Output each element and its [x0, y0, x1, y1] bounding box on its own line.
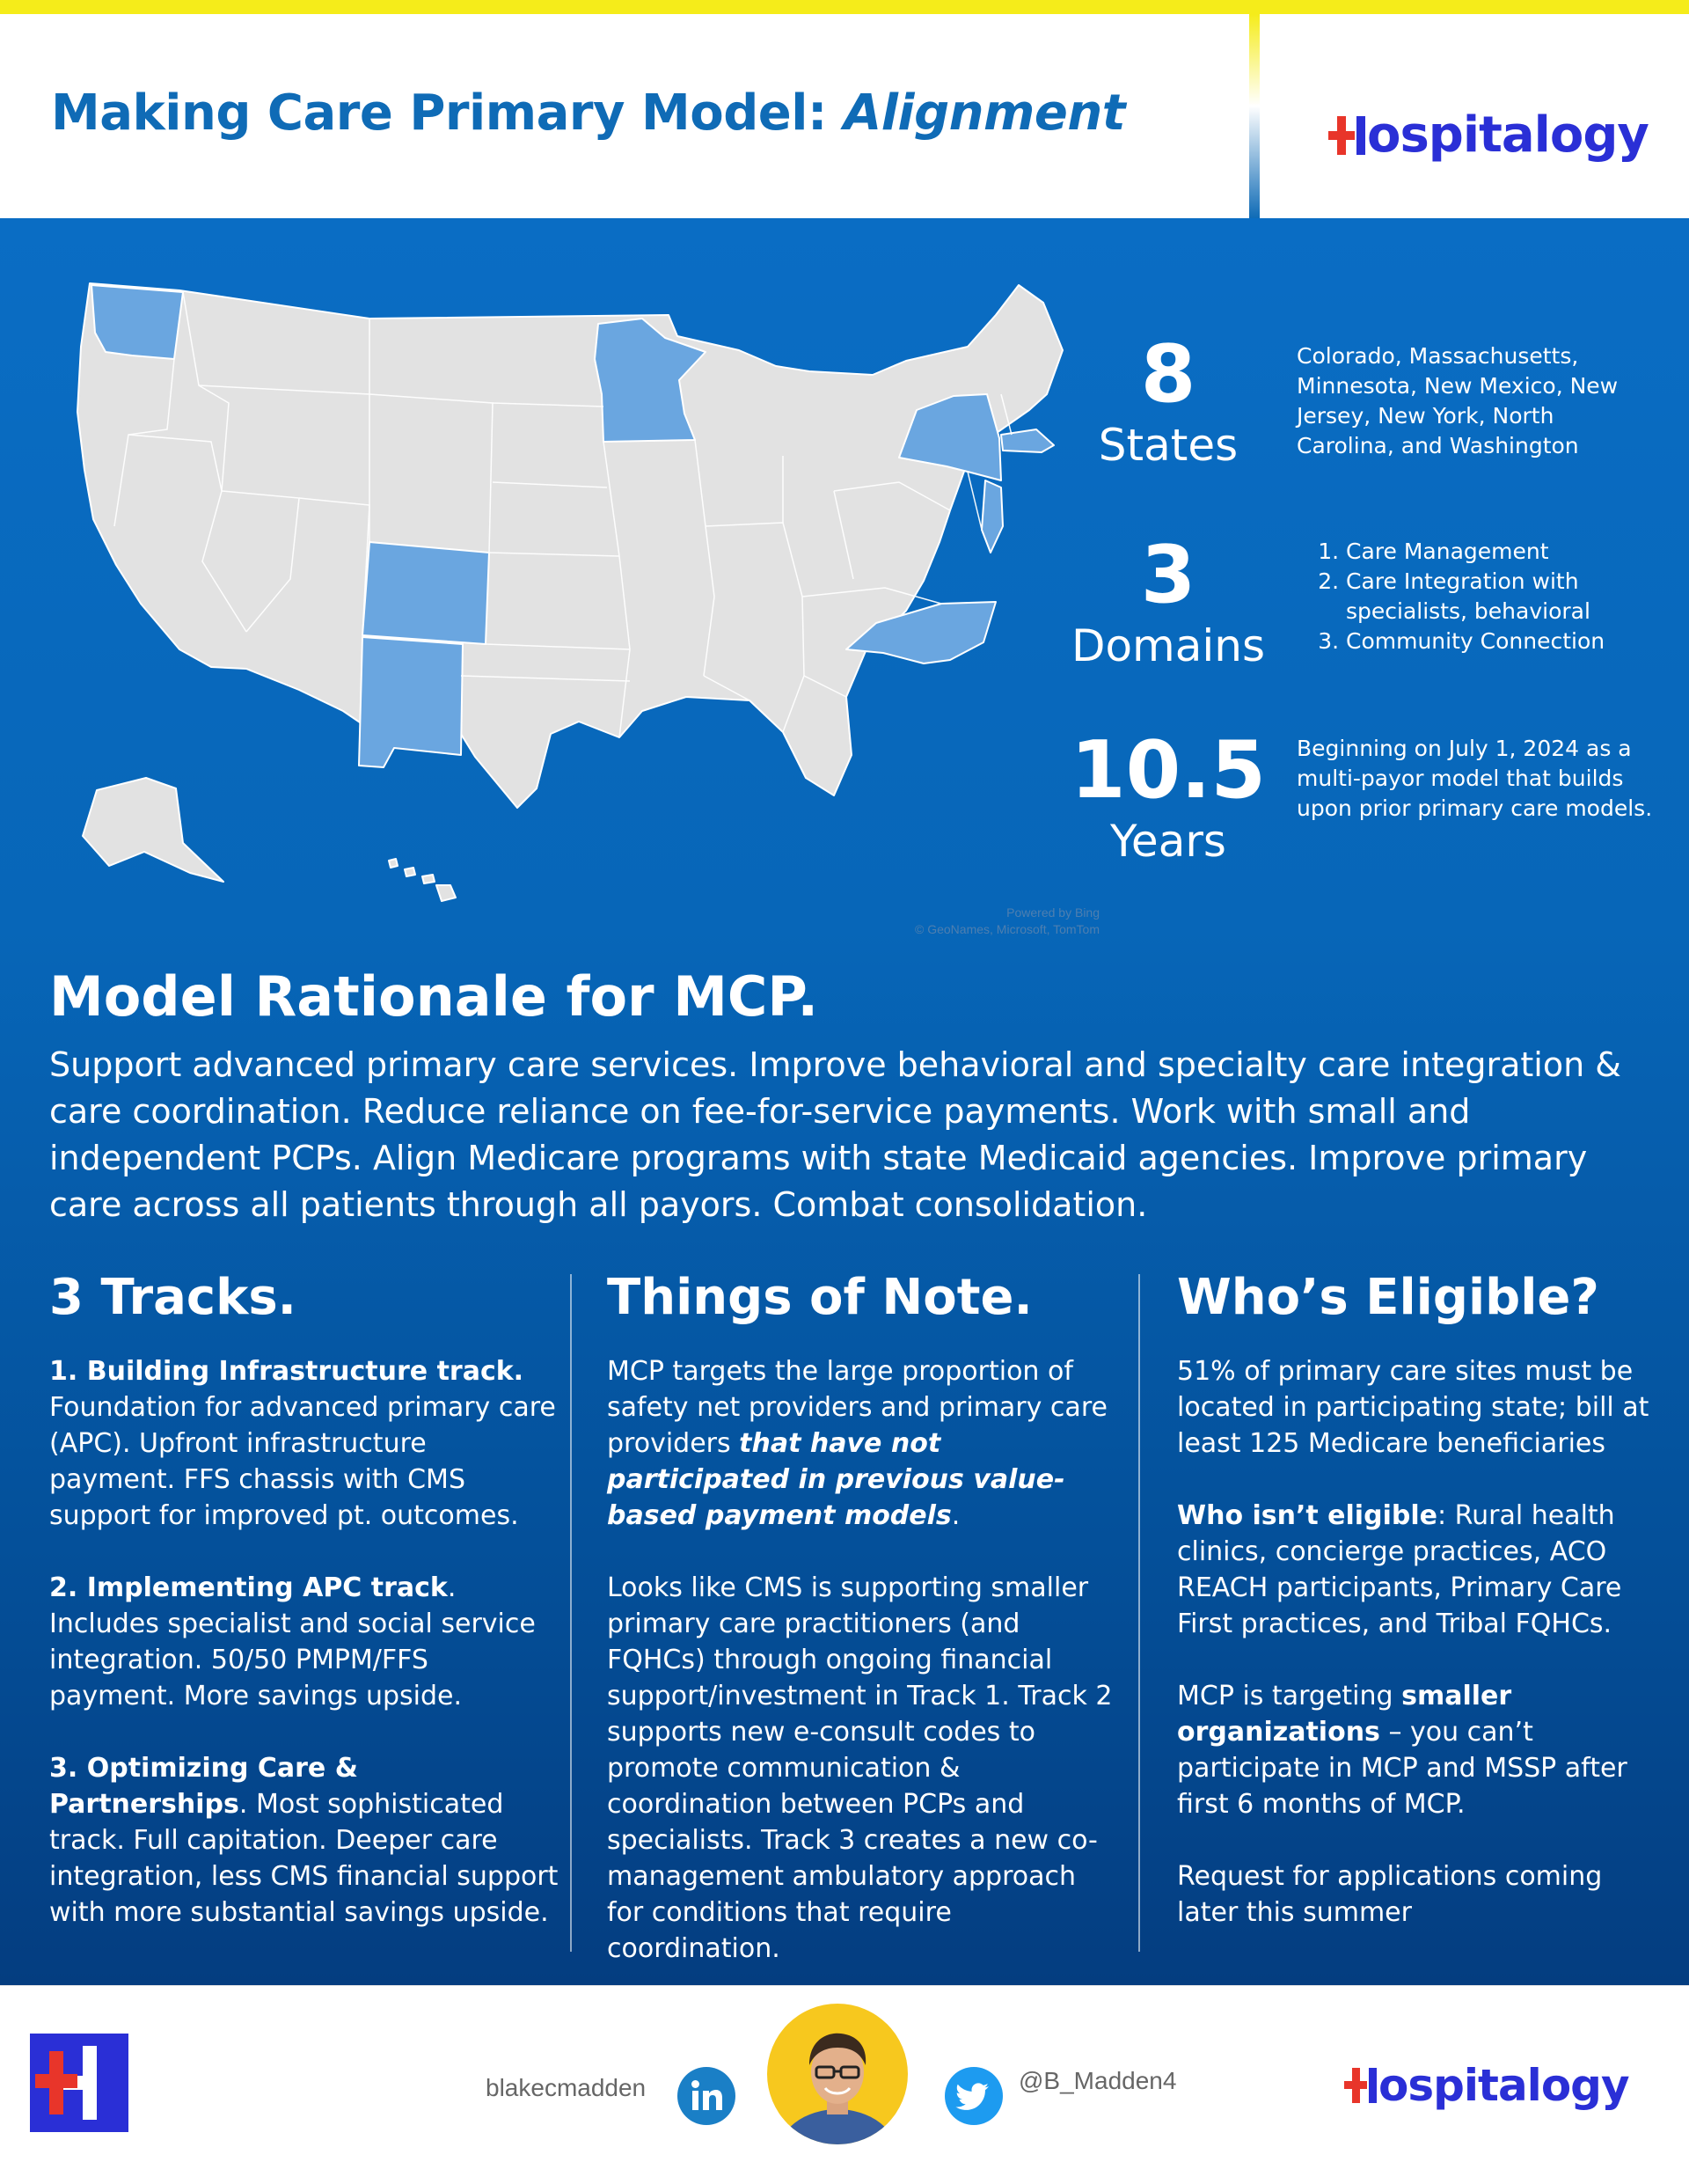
stat-years-description: Beginning on July 1, 2024 as a multi-payor model that builds upon prior primary care models. [1297, 736, 1653, 821]
header [0, 14, 1689, 218]
track-3-title: 3. Optimizing Care & Partnerships [49, 1753, 358, 1820]
red-cross-icon [1328, 116, 1355, 155]
eligibility-requirement: 51% of primary care sites must be located in participating state; bill at least 125 Medicare beneficiaries [1177, 1356, 1649, 1459]
rationale-title: Model Rationale for MCP. [49, 964, 819, 1029]
header-divider [1249, 14, 1260, 218]
tracks-column [49, 1267, 559, 1967]
map-credit [809, 905, 1100, 938]
page-title [51, 84, 1125, 142]
hospitalogy-logo[interactable] [1328, 106, 1649, 164]
stat-domains [1063, 531, 1274, 672]
map-state-new-mexico [359, 637, 463, 767]
linkedin-icon[interactable] [677, 2067, 735, 2125]
target-note [1177, 1678, 1661, 1822]
stat-states-description: Colorado, Massachusetts, Minnesota, New Mexico, New Jersey, New York, North Carolina, and Washington [1297, 343, 1619, 458]
stat-domains-label: Domains [1071, 620, 1266, 671]
stat-states-label: States [1098, 420, 1239, 471]
track-1 [49, 1353, 559, 1534]
note-1-emphasis: that have not participated in previous value-based payment models [607, 1428, 1065, 1531]
map-state-hawaii [389, 859, 456, 901]
stat-states [1063, 328, 1274, 472]
eligibility-title: Who’s Eligible? [1177, 1269, 1599, 1326]
tracks-title: 3 Tracks. [49, 1269, 296, 1326]
map-state-colorado [362, 542, 489, 644]
logo-h-bar [1369, 2068, 1377, 2103]
logo-h-bar [1356, 116, 1365, 155]
target-note-bold: smaller organizations [1177, 1681, 1512, 1748]
rationale-body: Support advanced primary care services. Improve behavioral and specialty care integration & care coordination. Reduce reliance on fee-for-service payments. Work with small and independent PCPs. Align Medicare programs with state Medicaid agencies. Improve primary care across all patients through all payors. Combat consolidation. [49, 1045, 1621, 1224]
eligibility-column [1177, 1267, 1661, 1967]
domain-item: 2. Care Integration with specialists, behavioral [1346, 567, 1657, 627]
hospitalogy-h-badge-icon[interactable] [30, 2034, 128, 2132]
ineligible-heading: Who isn’t eligible [1177, 1500, 1437, 1531]
main-panel [0, 218, 1689, 1985]
twitter-icon[interactable] [945, 2067, 1003, 2125]
map-credit-line-1: Powered by Bing [1006, 905, 1100, 920]
map-credit-line-2: © GeoNames, Microsoft, TomTom [915, 922, 1100, 936]
map-state-washington [91, 285, 183, 359]
column-divider [1138, 1274, 1140, 1952]
linkedin-handle[interactable]: blakecmadden [486, 2074, 647, 2101]
top-accent-bar [0, 0, 1689, 14]
stat-domains-number: 3 [1140, 529, 1196, 621]
track-2-title: 2. Implementing APC track [49, 1572, 448, 1603]
page-title-italic: Alignment [843, 84, 1126, 142]
stat-domains-list [1297, 537, 1657, 656]
ineligible-text: : Rural health clinics, concierge practices, ACO REACH participants, Primary Care First practices, and Tribal FQHCs. [1177, 1500, 1622, 1639]
footer-logo-text: ospitalogy [1378, 2060, 1629, 2111]
note-2: Looks like CMS is supporting smaller primary care practitioners (and FQHCs) through ongoing financial support/investment in Track 1. Track 2 supports new e-consult codes to promote communication & coordination between PCPs and specialists. Track 3 creates a new co-management ambulatory approach for conditions that require coordination. [607, 1572, 1113, 1964]
domain-item: 1. Care Management [1346, 537, 1657, 567]
map-state-massachusetts [1001, 429, 1054, 452]
map-state-new-jersey [982, 480, 1003, 553]
domain-item: 3. Community Connection [1346, 627, 1657, 656]
notes-column [607, 1267, 1117, 2003]
note-1-text: MCP targets the large proportion of safety net providers and primary care providers [607, 1356, 1108, 1459]
applications-note: Request for applications coming later this summer [1177, 1861, 1603, 1928]
column-divider [570, 1274, 572, 1952]
ineligible-list [1177, 1498, 1661, 1642]
us-map [35, 262, 1117, 949]
red-cross-icon [1344, 2068, 1367, 2103]
stat-years-label: Years [1110, 816, 1226, 867]
twitter-handle[interactable]: @B_Madden4 [1019, 2067, 1177, 2094]
avatar[interactable] [767, 2004, 908, 2144]
track-1-text: Foundation for advanced primary care (APC). Upfront infrastructure payment. FFS chassis with CMS support for improved pt. outcomes. [49, 1392, 556, 1531]
track-2-text: . Includes specialist and social service integration. 50/50 PMPM/FFS payment. More savings upside. [49, 1572, 536, 1711]
footer [0, 1985, 1689, 2184]
target-note-end: – you can’t participate in MCP and MSSP after first 6 months of MCP. [1177, 1717, 1627, 1820]
hospitalogy-logo-footer[interactable] [1344, 2060, 1629, 2111]
stat-years [1063, 724, 1274, 868]
track-3 [49, 1750, 559, 1931]
note-1-end: . [951, 1500, 961, 1531]
track-2 [49, 1570, 559, 1714]
logo-text: ospitalogy [1367, 106, 1649, 164]
notes-title: Things of Note. [607, 1269, 1033, 1326]
stat-years-number: 10.5 [1070, 724, 1267, 817]
target-note-text: MCP is targeting [1177, 1681, 1402, 1711]
track-3-text: . Most sophisticated track. Full capitation. Deeper care integration, less CMS financial support with more substantial savings upside. [49, 1789, 559, 1928]
note-1 [607, 1353, 1117, 1534]
map-state-alaska [83, 778, 223, 882]
map-contiguous-us [77, 283, 1063, 808]
track-1-title: 1. Building Infrastructure track. [49, 1356, 524, 1387]
page-title-main: Making Care Primary Model: [51, 84, 844, 142]
stat-states-number: 8 [1140, 328, 1196, 421]
